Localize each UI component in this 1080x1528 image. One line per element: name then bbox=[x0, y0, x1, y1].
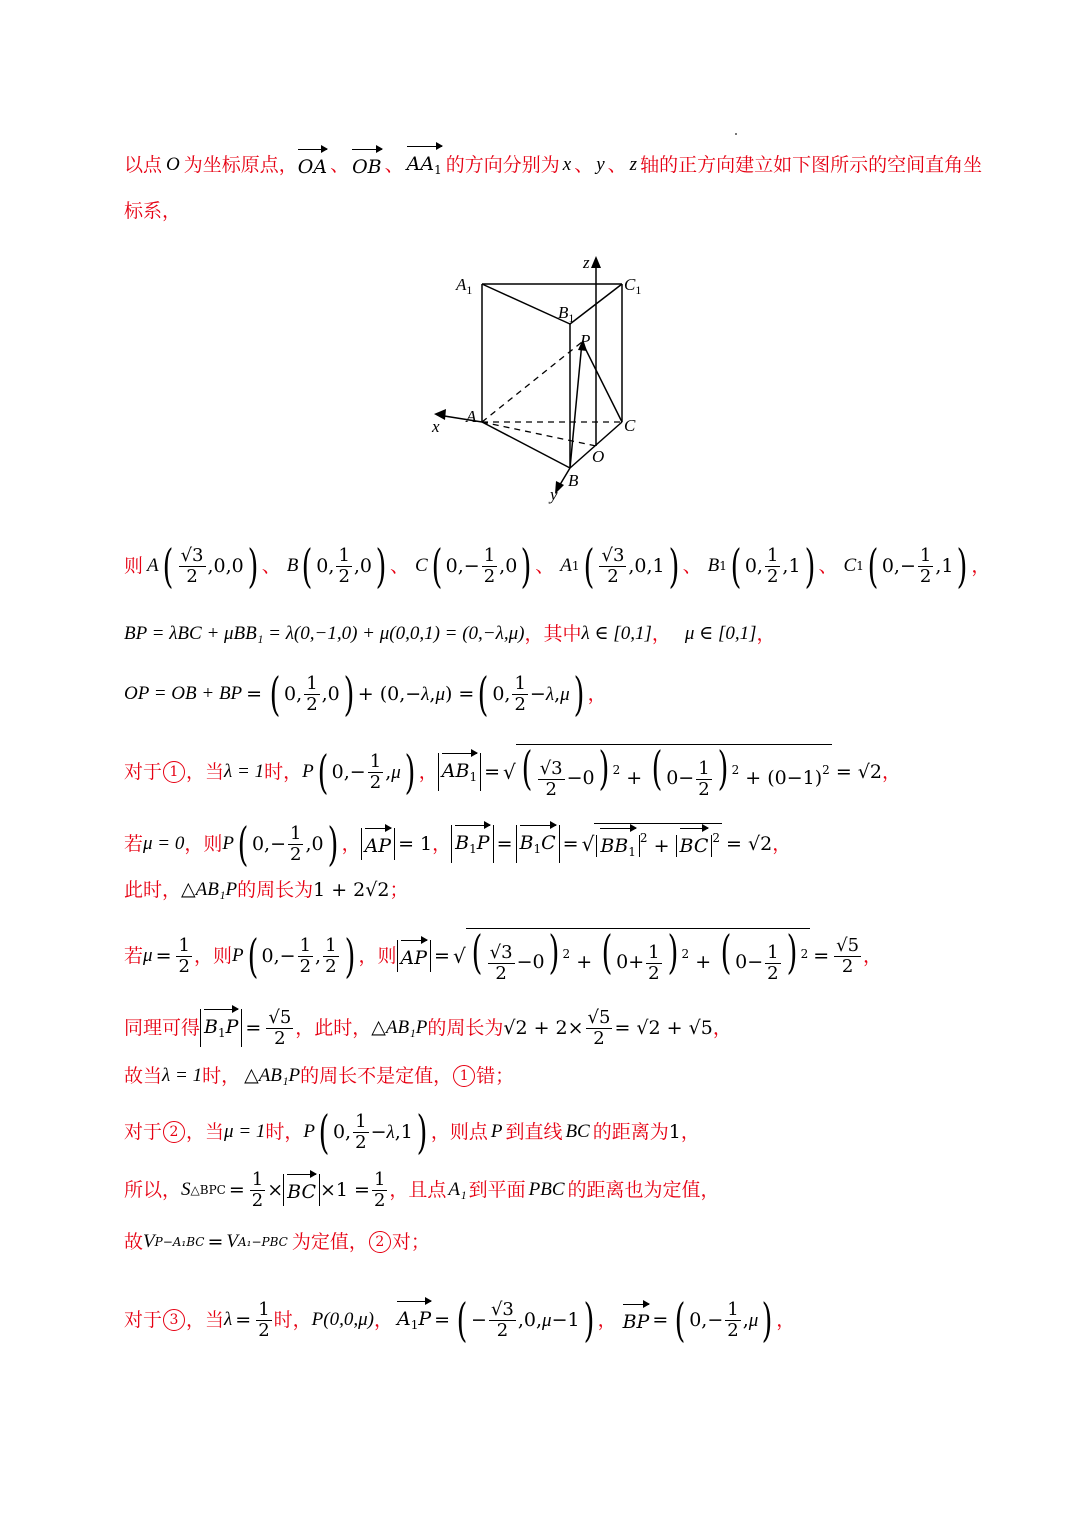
vector-oa: OA bbox=[298, 149, 327, 181]
label-a1: $A_1$ bbox=[456, 275, 473, 297]
vector-ob: OB bbox=[352, 149, 382, 181]
case1-conclusion-line: 故当 λ = 1 时， △AB₁P 的周长不是定值， 1 错； bbox=[124, 1065, 515, 1087]
case1-mu-half-line: 若 μ = $\frac{1}{2}$ ，则 P ( 0,− $\frac{1}{2}$ , $\frac{1}{2}$ ) ，则 AP = √ ( $\frac{√3}{2}$ −0) $^2$ + ( 0+ $\frac{1}{2}$ ) $^2$ + ( 0− $\frac{1}{2}$ ) $^2$ = $\frac{√5}{2}$ ， bbox=[124, 925, 883, 984]
case2-area-line: 所以， S △BPC = $\frac{1}{2}$ × BC ×1 = $\frac{1}{2}$ ，且点 A₁ 到平面 PBC 的距离也为定值， bbox=[124, 1168, 720, 1211]
circled-number-2b: 2 bbox=[369, 1231, 391, 1253]
case2-line: 对于 2 ，当 μ = 1 时， P ( 0, $\frac{1}{2}$ −λ,1 ) ，则点 P 到直线 BC 的距离为 1 ， bbox=[124, 1105, 700, 1159]
label-o: O bbox=[592, 447, 605, 466]
label-p: P bbox=[580, 331, 591, 350]
circled-number-1b: 1 bbox=[453, 1065, 475, 1087]
prism-figure bbox=[420, 250, 660, 510]
vector-aa1: $AA_1$ bbox=[407, 146, 442, 184]
label-c: C bbox=[624, 416, 636, 435]
intro-line-2: 标系， bbox=[124, 200, 182, 222]
case1-perimeter-line: 此时， △AB₁P 的周长为 1 + 2√2 ； bbox=[124, 879, 409, 901]
circled-number-2: 2 bbox=[163, 1121, 185, 1143]
stray-dot bbox=[735, 133, 737, 135]
label-z: z bbox=[583, 253, 590, 272]
label-a: A bbox=[466, 407, 477, 426]
label-c1: $C_1$ bbox=[624, 275, 642, 297]
label-b: B bbox=[568, 471, 579, 490]
case1-similar-line: 同理可得 $B_1P$ = $\frac{√5}{2}$ ，此时， △AB₁P 的周长为 √2 + 2× $\frac{√5}{2}$ = √2 + √5 ， bbox=[124, 1006, 732, 1049]
bp-line: BP = λBC + μBB₁ = λ(0,−1,0) + μ(0,0,1) = (0,−λ,μ) ，其中 λ ∈ [0,1] ， μ ∈ [0,1] ， bbox=[124, 623, 776, 645]
case1-mu0-line: 若 μ = 0 ，则 P ( 0,− $\frac{1}{2}$ ,0 ) ， AP = 1 ， $B_1P$ = $B_1C$ = √ $BB_1^2$ + BC $^2$ = √2 ， bbox=[124, 817, 792, 871]
op-line: OP = OB + BP = ( 0, $\frac{1}{2}$ ,0 ) + (0,−λ,μ) = ( 0, $\frac{1}{2}$ −λ,μ ) ， bbox=[124, 667, 607, 721]
case3-line: 对于 3 ，当 λ = $\frac{1}{2}$ 时， P(0,0,μ) ， $A_1P$ = ( − $\frac{√3}{2}$ ,0,μ−1 ) ， BP = ( 0,− $\frac{1}{2}$ ,μ ) ， bbox=[124, 1293, 796, 1347]
circled-number-3: 3 bbox=[163, 1309, 185, 1331]
coordinates-line: 则 A ( $\frac{√3}{2}$ ,0,0 ) 、 B ( 0, $\frac{1}{2}$ ,0 ) 、 C ( 0,− $\frac{1}{2}$ ,0 ) 、 A 1 ( $\frac{√3}{2}$ ,0,1 ) 、 B 1 ( 0, $\frac{1}{2}$ ,1 ) 、 C 1 ( 0,− $\frac{1}{2}$ ,1 ) ， bbox=[124, 539, 991, 593]
case1-line: 对于 1 ，当 λ = 1 时， P ( 0,− $\frac{1}{2}$ ,μ ) ， $AB_1$ = √ ( $\frac{√3}{2}$ −0) $^2$ + ( 0− $\frac{1}{2}$ ) $^2 + (0-1)^2$ = √2 ， bbox=[124, 741, 901, 800]
label-x: x bbox=[432, 417, 440, 436]
circled-number-1: 1 bbox=[163, 761, 185, 783]
case2-conclusion-line: 故 V P−A₁BC = V A₁−PBC 为定值， 2 对； bbox=[124, 1231, 430, 1253]
label-b1: $B_1$ bbox=[558, 303, 575, 325]
intro-line-1: 以点 O 为坐标原点， OA 、 OB 、 $AA_1$ 的方向分别为 x 、 y 、 z 轴的正方向建立如下图所示的空间直角坐 bbox=[124, 146, 1020, 184]
label-y: y bbox=[550, 485, 558, 504]
